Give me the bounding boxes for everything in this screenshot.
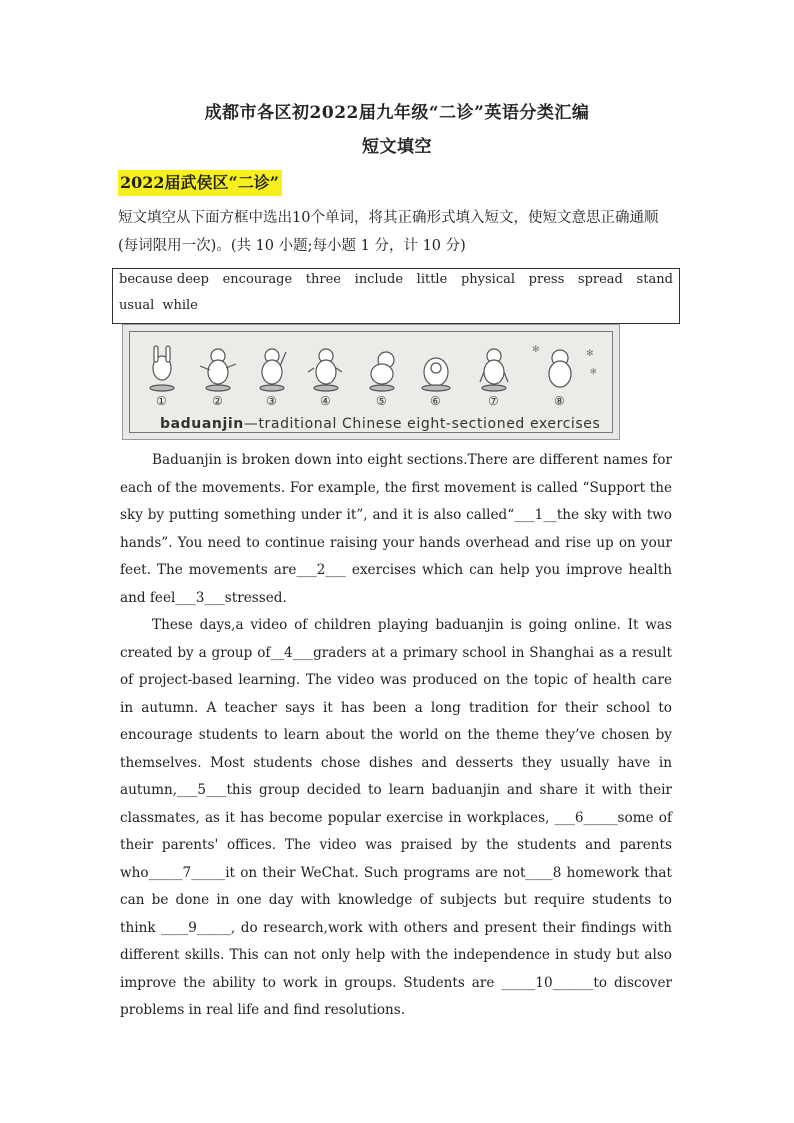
bear-figure-3-icon bbox=[260, 349, 286, 391]
word-box-row bbox=[119, 272, 673, 287]
word-option: usual bbox=[119, 298, 155, 313]
word-option: because deep bbox=[119, 272, 209, 287]
figure-caption bbox=[160, 416, 600, 432]
bear-figure-6-icon bbox=[422, 358, 450, 391]
word-box-row bbox=[119, 298, 673, 313]
figure-number: ⑧ bbox=[554, 394, 565, 408]
section-heading: 2022届武侯区“二诊” bbox=[118, 170, 282, 196]
svg-text:✻: ✻ bbox=[586, 349, 594, 359]
word-option: while bbox=[162, 298, 198, 313]
page-title: 成都市各区初2022届九年级“二诊”英语分类汇编 bbox=[204, 103, 590, 123]
bear-figure-1-icon bbox=[150, 346, 174, 391]
figure-number: ③ bbox=[266, 394, 277, 408]
word-option: spread bbox=[577, 272, 623, 287]
bear-figure-2-icon bbox=[200, 349, 236, 391]
word-option: physical bbox=[460, 272, 516, 287]
figure-number: ② bbox=[212, 394, 223, 408]
bear-figure-7-icon bbox=[480, 349, 508, 391]
caption-bold: baduanjin bbox=[160, 416, 244, 432]
page-subtitle: 短文填空 bbox=[362, 137, 432, 157]
passage-paragraph-2 bbox=[120, 612, 672, 1025]
svg-text:✻: ✻ bbox=[590, 367, 597, 376]
passage-paragraph-1 bbox=[120, 447, 672, 612]
figure-number: ① bbox=[156, 394, 167, 408]
word-box bbox=[112, 268, 680, 324]
paragraph-text: These days,a video of children playing baduanjin is going online. It was created by a group of__4___graders at a primary school in Shanghai as a result of project-based learning. The video was produced on the topic of health care in autumn. A teacher says it has been a long tradition for their school to encourage students to learn about the world on the theme they’ve chosen by themselves. Most students chose dishes and desserts they usually have in autumn,___5___this group decided to learn baduanjin and share it with their classmates, as it has become popular exercise in workplaces, ___6_____some of their parents' offices. The video was praised by the students and parents who_____7_____it on their WeChat. Such programs are not____8 homework that can be done in one day with knowledge of subjects but require students to think ____9_____, do research,work with others and present their findings with different skills. This can not only help with the independence in study but also improve the ability to work in groups. Students are _____10______to discover problems in real life and find resolutions. bbox=[120, 617, 672, 1018]
word-option: three bbox=[305, 272, 341, 287]
illustration-frame bbox=[129, 331, 613, 433]
figure-number: ④ bbox=[320, 394, 331, 408]
word-option: stand bbox=[636, 272, 673, 287]
figure-number: ⑦ bbox=[488, 394, 499, 408]
paragraph-text: Baduanjin is broken down into eight sections.There are different names for each of the movements. For example, the first movement is called “Support the sky by putting something under it”, and it is also called“___1__the sky with two hands”. You need to continue raising your hands overhead and rise up on your feet. The movements are___2___ exercises which can help you improve health and feel___3___stressed. bbox=[120, 452, 672, 606]
figure-number: ⑤ bbox=[376, 394, 387, 408]
figure-numbers bbox=[130, 394, 614, 410]
caption-rest: —traditional Chinese eight-sectioned exercises bbox=[243, 416, 601, 432]
svg-text:✻: ✻ bbox=[532, 345, 540, 355]
baduanjin-illustration bbox=[122, 324, 620, 440]
figure-number: ⑥ bbox=[430, 394, 441, 408]
word-option: include bbox=[354, 272, 404, 287]
word-option: little bbox=[416, 272, 448, 287]
bear-figure-4-icon bbox=[308, 349, 342, 391]
bear-figure-5-icon bbox=[370, 352, 394, 391]
instruction-text: 短文填空从下面方框中选出10个单词，将其正确形式填入短文，使短文意思正确通顺(每词限用一次)。(共 10 小题;每小题 1 分，计 10 分) bbox=[118, 210, 659, 254]
bear-figure-8-icon bbox=[532, 345, 597, 387]
word-option: press bbox=[528, 272, 565, 287]
word-option: encourage bbox=[222, 272, 293, 287]
